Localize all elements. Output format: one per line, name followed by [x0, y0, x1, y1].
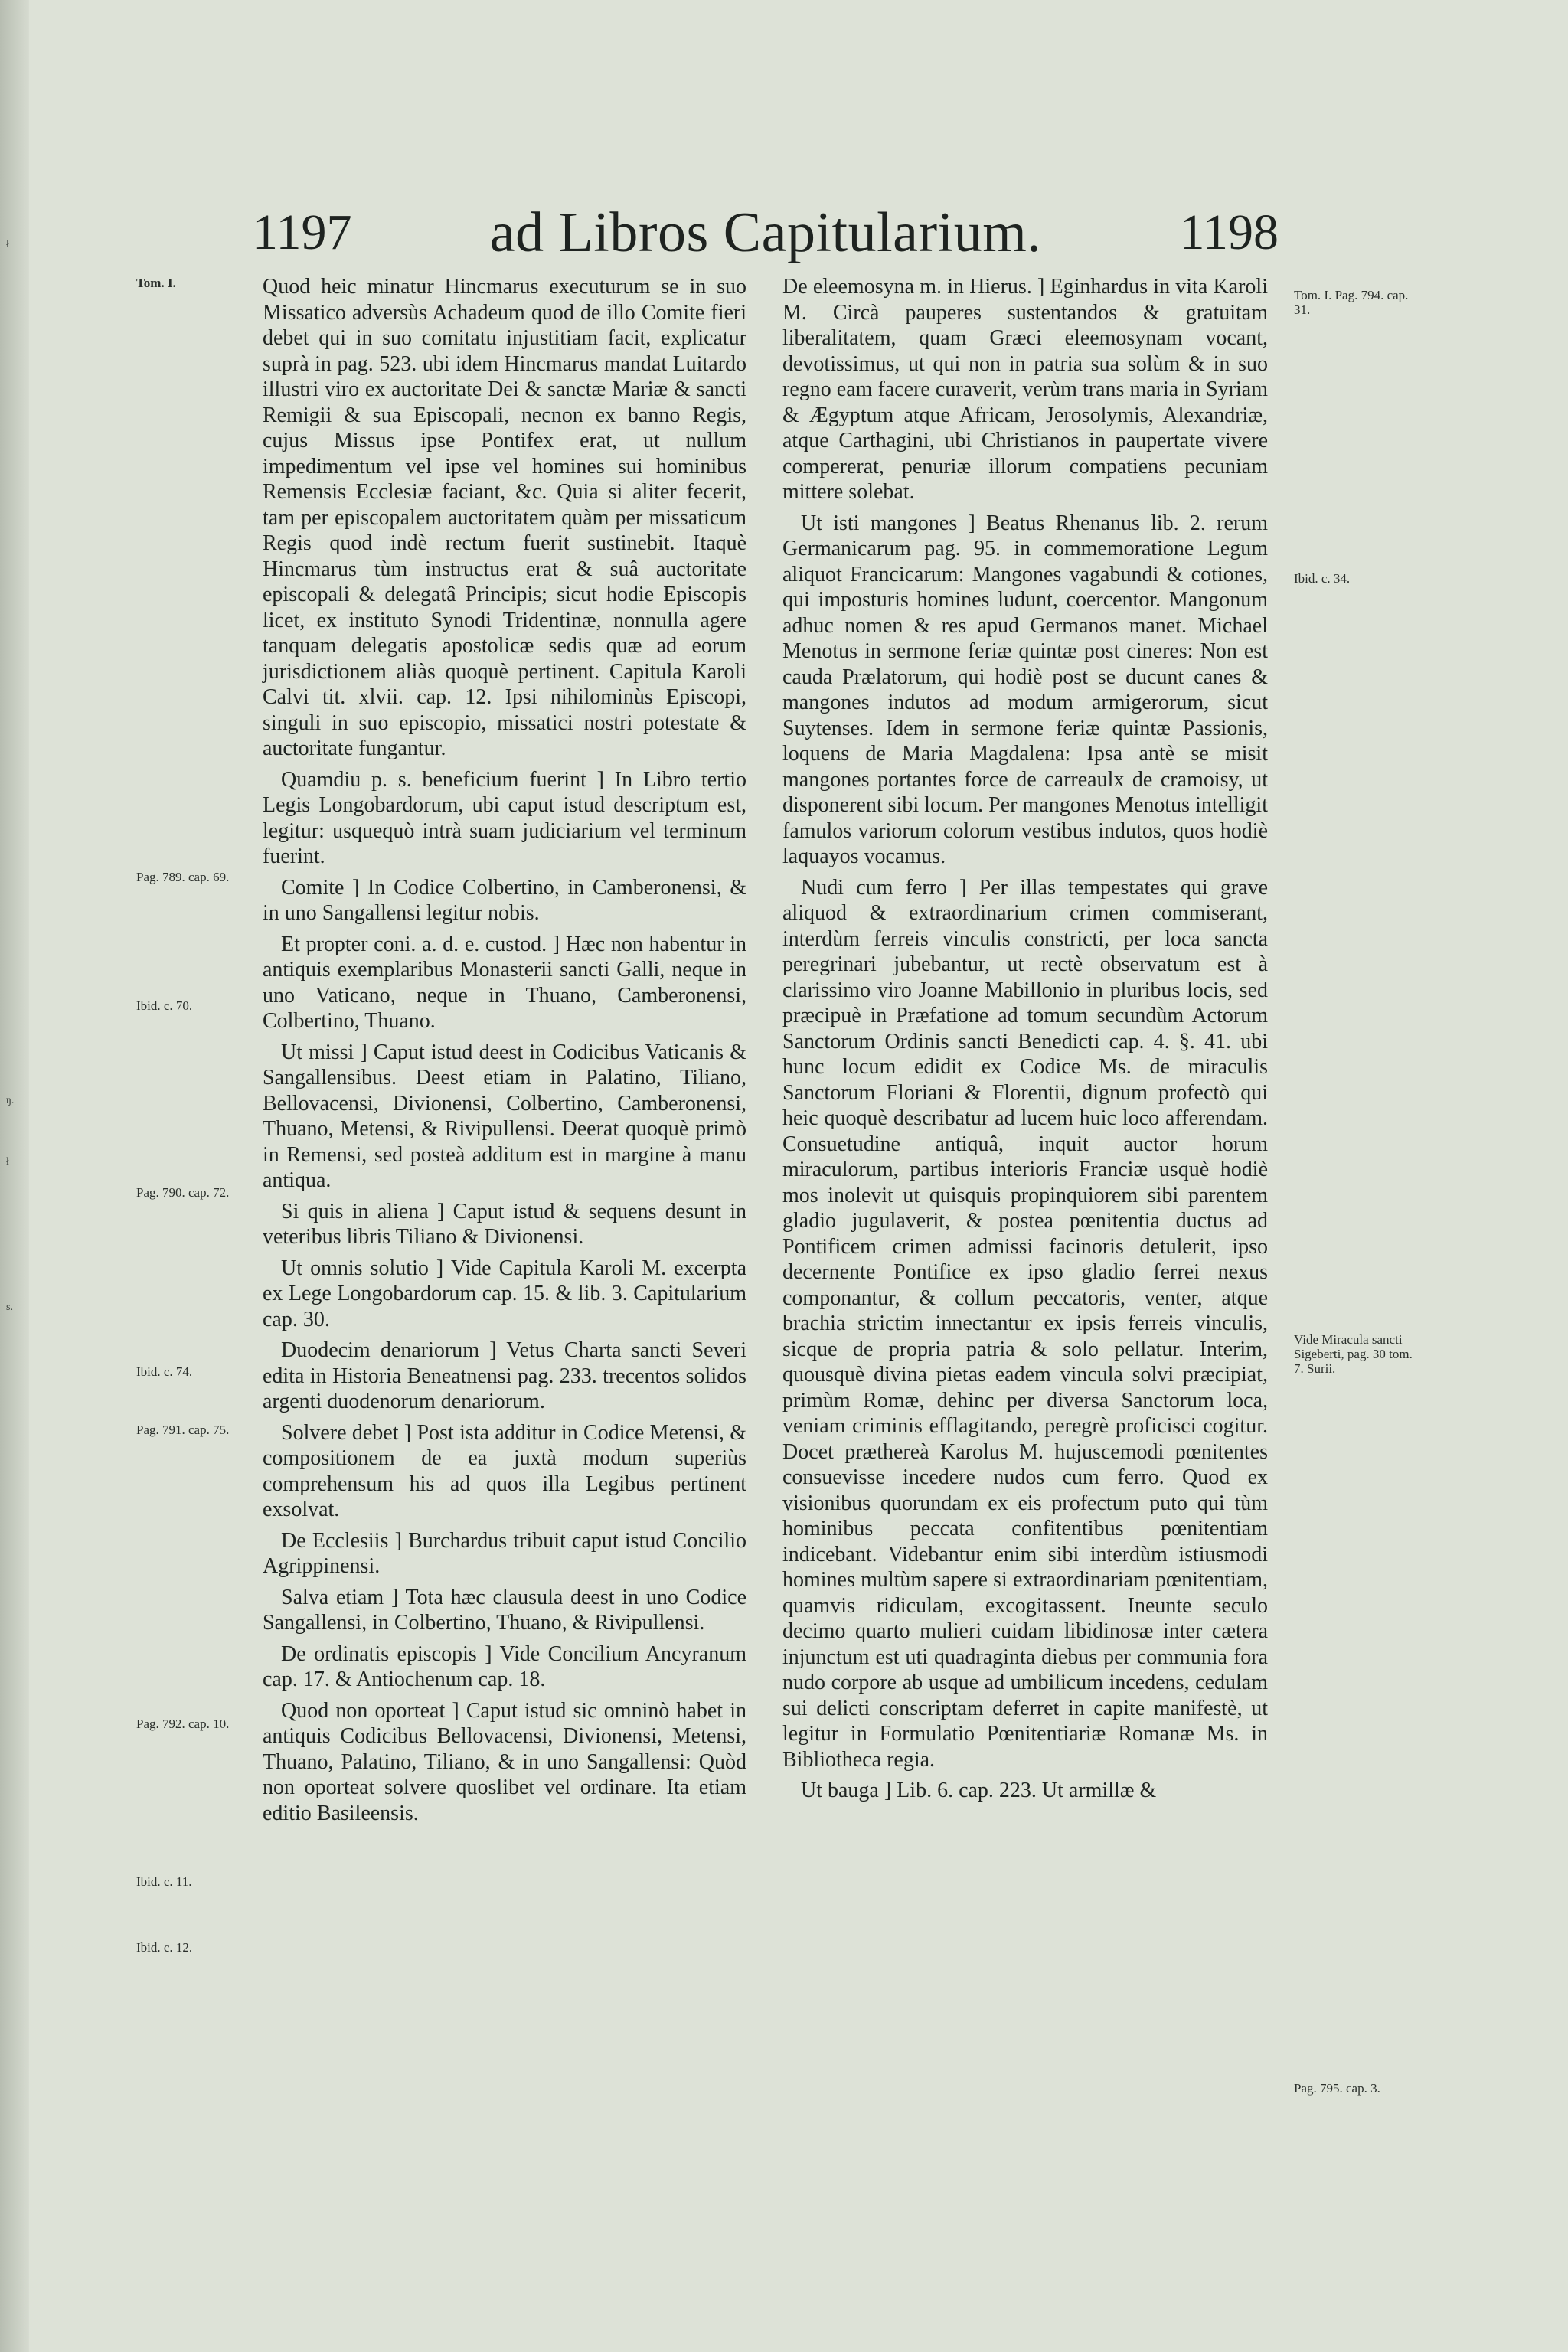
paragraph: Salva etiam ] Tota hæc clausula deest in uno Codice Sangallensi, in Colbertino, Thuano, & Rivipullensi.: [263, 1585, 746, 1635]
gutter-mark: ł: [6, 1156, 9, 1168]
paragraph: Et propter coni. a. d. e. custod. ] Hæc non habentur in antiquis exemplaribus Monasterii sancti Galli, neque in uno Vaticano, neque in Thuano, Camberonensi, Colbertino, Thuano.: [263, 932, 746, 1033]
margin-note: Tom. I. Pag. 794. cap. 31.: [1294, 288, 1409, 317]
paragraph: Quod heic minatur Hincmarus executurum se in suo Missatico adversùs Achadeum quod de illo Comite fieri debet qui in suo comitatu injustitiam facit, explicatur suprà in pag. 523. ubi idem Hincmarus mandat Luitardo illustri viro ex auctoritate Dei & sanctæ Mariæ & sancti Remigii & sua Episcopali, necnon ex banno Regis, cujus Missus ipse Pontifex erat, ut nullum impedimentum vel ipse vel homines sui hominibus Remensis Ecclesiæ faciant, &c. Quia si aliter fecerit, tam per episcopalem auctoritatem quàm per missaticum Regis quod indè rectum fuerit sustinebit. Itaquè Hincmarus tùm instructus erat & suâ auctoritate episcopali & delegatâ Principis; sicut hodie Episcopis licet, ex instituto Synodi Tridentinæ, nonnulla agere tanquam delegatis apostolicæ sedis quæ ad eorum jurisdictionem aliàs quoquè pertinent. Capitula Karoli Calvi tit. xlvii. cap. 12. Ipsi nihilominùs Episcopi, singuli in suo episcopio, missatici nostri potestate & auctoritate fungantur.: [263, 275, 746, 760]
paragraph: Duodecim denariorum ] Vetus Charta sancti Severi edita in Historia Beneatnensi pag. 233. trecentos solidos argenti duodenorum denariorum.: [263, 1338, 746, 1413]
margin-note: Ibid. c. 70.: [136, 998, 193, 1013]
right-page-number: 1198: [1179, 204, 1279, 260]
right-text-column: [782, 274, 1268, 1809]
paragraph: Solvere debet ] Post ista additur in Codice Metensi, & compositionem de ea juxtà modum superiùs comprehensum his ad quos illa Legibus pertinent exsolvat.: [263, 1420, 746, 1521]
margin-note: Pag. 792. cap. 10.: [136, 1717, 230, 1731]
left-text-column: [263, 274, 746, 1831]
paragraph: Ut isti mangones ] Beatus Rhenanus lib. 2. rerum Germanicarum pag. 95. in commemoratione Legum aliquot Francicarum: Mangones vagabundi & cotiones, qui imposturis homines ludunt, coercentor. Mangonum adhuc nomen & res apud Germanos manet. Michael Menotus in sermone feriæ quintæ post cineres: Non est cauda Prælatorum, qui hodiè post se ducunt canes & mangones indutos ad modum armigerorum, sicut Suytenses. Idem in sermone feriæ quintæ Passionis, loquens de Maria Magdalena: Ipsa antè se misit mangones portantes force de carreaulx de cramoisy, ut disponerent sibi locum. Per mangones Menotus intelligit famulos variorum colorum vestibus indutos, quos hodiè laquayos vocamus.: [782, 511, 1268, 868]
paragraph: Quod non oporteat ] Caput istud sic omninò habet in antiquis Codicibus Bellovacensi, Divionensi, Metensi, Thuano, Palatino, Tiliano, & in uno Sangallensi: Quòd non oporteat solvere quoslibet vel ordinare. Ita etiam editio Basileensis.: [263, 1698, 746, 1825]
left-page-number: 1197: [253, 204, 352, 260]
margin-note: Pag. 789. cap. 69.: [136, 870, 230, 884]
margin-note: Ibid. c. 12.: [136, 1940, 193, 1955]
paragraph: Comite ] In Codice Colbertino, in Camberonensi, & in uno Sangallensi legitur nobis.: [263, 875, 746, 925]
margin-note: Pag. 791. cap. 75.: [136, 1423, 230, 1437]
margin-note: Ibid. c. 11.: [136, 1874, 192, 1889]
paragraph: Ut omnis solutio ] Vide Capitula Karoli M. excerpta ex Lege Longobardorum cap. 15. & lib. 3. Capitularium cap. 30.: [263, 1256, 746, 1331]
margin-note: Tom. I.: [136, 276, 176, 290]
margin-note: Vide Miracula sancti Sigeberti, pag. 30 tom. 7. Surii.: [1294, 1332, 1413, 1376]
gutter-mark: ł: [6, 239, 9, 250]
running-header: [253, 201, 1279, 270]
margin-note: Pag. 790. cap. 72.: [136, 1185, 230, 1200]
paragraph: Ut bauga ] Lib. 6. cap. 223. Ut armillæ &: [801, 1779, 1157, 1802]
gutter-mark: ŋ.: [6, 1095, 15, 1106]
running-title: ad Libros Capitularium.: [489, 201, 1042, 264]
margin-note: Ibid. c. 74.: [136, 1364, 193, 1379]
paragraph: Si quis in aliena ] Caput istud & sequens desunt in veteribus libris Tiliano & Divionensi.: [263, 1199, 746, 1249]
gutter-mark: s.: [6, 1302, 13, 1313]
margin-note: Pag. 795. cap. 3.: [1294, 2081, 1380, 2096]
page-gutter: [0, 0, 29, 2352]
paragraph: Ut missi ] Caput istud deest in Codicibus Vaticanis & Sangallensibus. Deest etiam in Palatino, Tiliano, Bellovacensi, Divionensi, Colbertino, Camberonensi, Thuano, Metensi, & Rivipullensi. Deerat quoquè primò in Remensi, sed posteà additum est in margine à manu antiqua.: [263, 1040, 746, 1192]
paragraph: De ordinatis episcopis ] Vide Concilium Ancyranum cap. 17. & Antiochenum cap. 18.: [263, 1642, 746, 1691]
margin-note: Ibid. c. 34.: [1294, 571, 1351, 586]
paragraph: Quamdiu p. s. beneficium fuerint ] In Libro tertio Legis Longobardorum, ubi caput istud descriptum est, legitur: usquequò intrà suam judiciarium vel terminum fuerint.: [263, 767, 746, 868]
paragraph: De Ecclesiis ] Burchardus tribuit caput istud Concilio Agrippinensi.: [263, 1528, 746, 1578]
paragraph: De eleemosyna m. in Hierus. ] Eginhardus in vita Karoli M. Circà pauperes sustentandos & gratuitam liberalitatem, quam Græci eleemosynam vocant, devotissimus, ut qui non in patria sua solùm & in suo regno eam facere curaverit, verùm trans maria in Syriam & Ægyptum atque Africam, Jerosolymis, Alexandriæ, atque Carthagini, ubi Christianos in paupertate vivere compererat, penuriæ illorum compatiens pecuniam mittere solebat.: [782, 275, 1268, 504]
paragraph: Nudi cum ferro ] Per illas tempestates qui grave aliquod & extraordinarium crimen commiserant, interdùm ferreis vinculis constricti, per loca sancta peregrinari jubebantur, ut rectè observatum est à clarissimo viro Joanne Mabillonio in pluribus locis, sed præcipuè in Præfatione ad tomum secundùm Actorum Sanctorum Ordinis sancti Benedicti cap. 4. §. 41. ubi hunc locum edidit ex Codice Ms. de miraculis Sanctorum Floriani & Florentii, dignum profectò qui heic quoquè describatur ad lucem huic loco afferendam. Consuetudine antiquâ, inquit auctor horum miraculorum, partibus interioris Franciæ usquè hodiè mos inolevit ut quisquis propinquiorem sibi parentem gladio jugulaverit, & postea pœnitentia ductus ad Pontificem crimen admissi facinoris detulerit, ipso decernente Pontifice ex ipso gladio ferrei nexus componantur, & collum peccatoris, venter, atque brachia strictim innectantur ex ipsis ferreis vinculis, sicque de propria patria & solo pellatur. Interim, quousquè divina pietas eadem vincula solvi præcipiat, primùm Romæ, dehinc per diversa Sanctorum loca, veniam criminis efflagitando, peregrè proficisci cogitur. Docet præthereà Karolus M. hujuscemodi pœnitentes consuevisse incedere nudos cum ferro. Quod ex visionibus quorundam ex eis profectum puto qui tùm hominibus peccata confitentibus pœnitentiam indicebant. Videbantur enim sibi interdùm istiusmodi homines multùm sapere si extraordinariam pœnitentiam, quamvis ridiculam, excogitassent. Ineunte seculo decimo quarto mulieri cuidam libidinosæ inter cætera injunctum est uti quadraginta diebus per communia fora nudo corpore ab usque ad umbilicum incedens, cedulam sui delicti conscriptam deferret in capite manifestè, ut legitur in Formulatio Pœnitentiariæ Romanæ Ms. in Bibliotheca regia.: [782, 875, 1268, 1772]
